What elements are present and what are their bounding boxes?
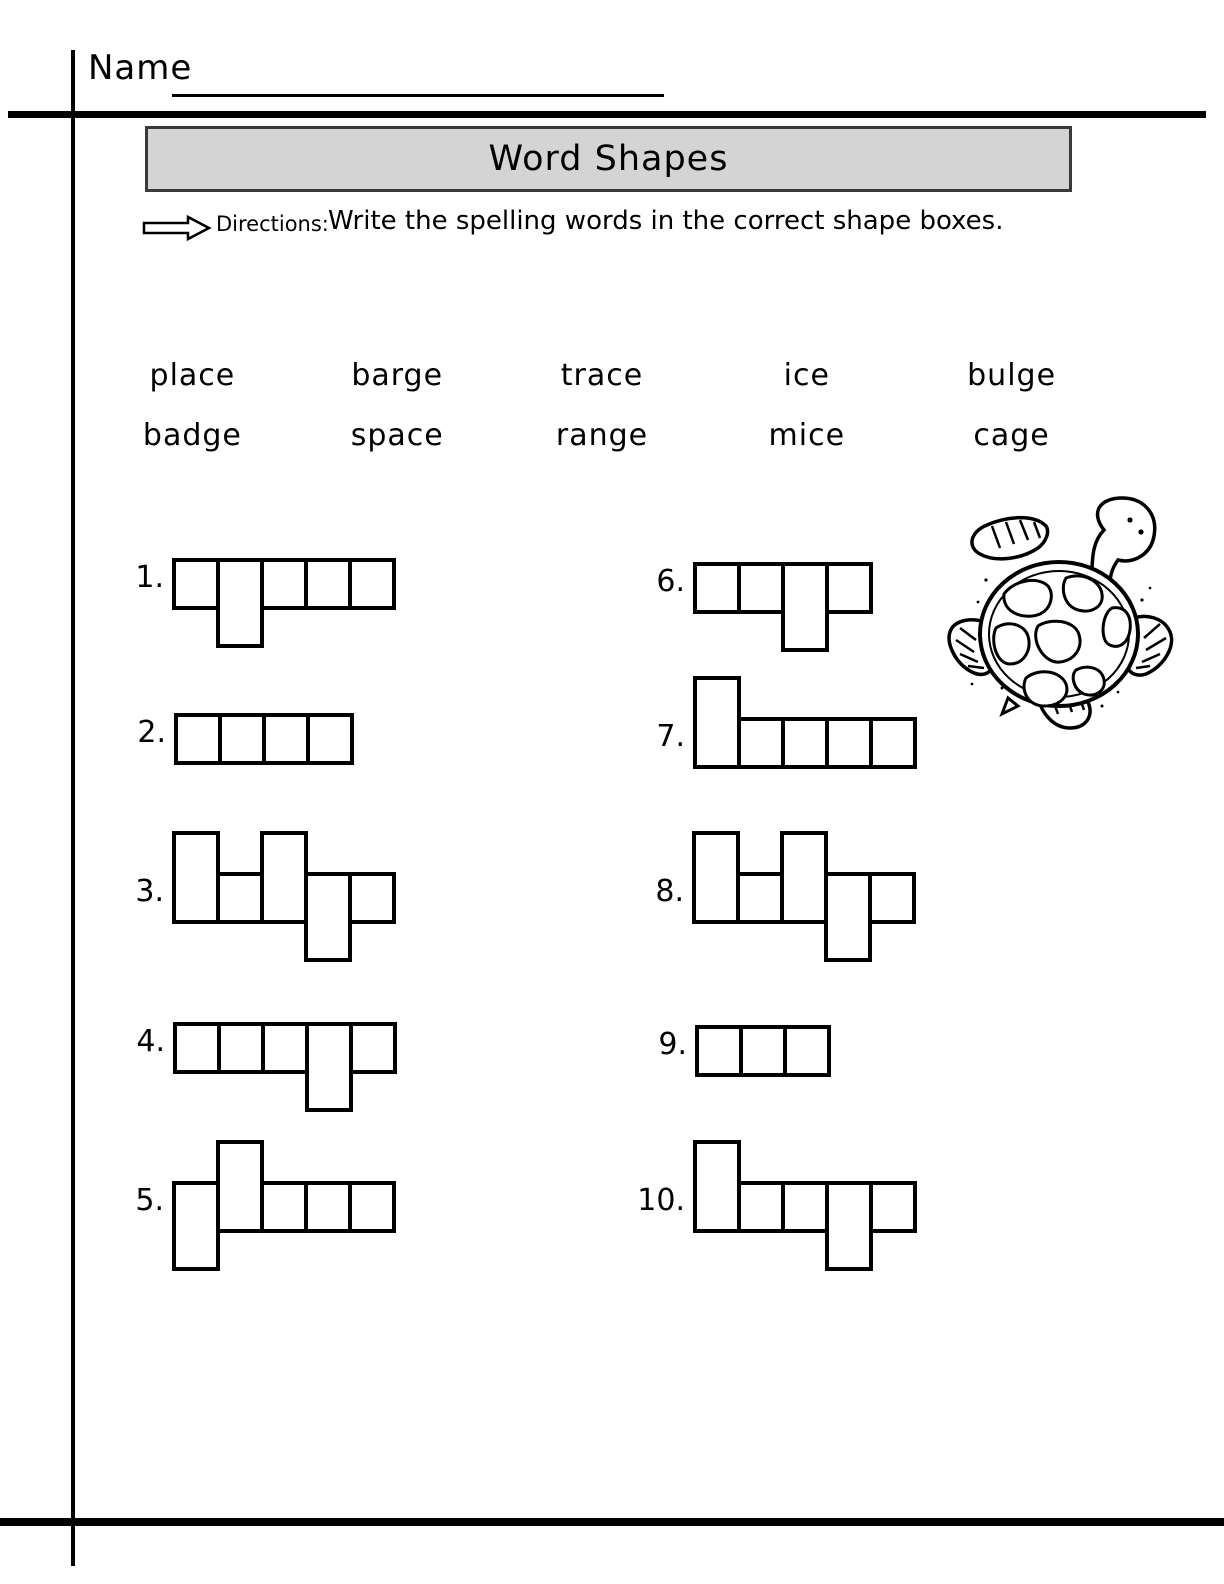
letter-box-x[interactable] (217, 1022, 265, 1074)
letter-box-x[interactable] (693, 562, 741, 614)
letter-box-x[interactable] (348, 558, 396, 610)
word-bank-word: trace (560, 358, 644, 393)
letter-box-desc[interactable] (781, 562, 829, 652)
letter-box-x[interactable] (304, 1181, 352, 1233)
letter-box-asc[interactable] (692, 831, 740, 924)
word-shape-puzzle (136, 981, 397, 1115)
letter-box-x[interactable] (260, 1181, 308, 1233)
word-bank-word: space (350, 418, 444, 453)
word-bank-row-1 (90, 358, 1114, 418)
word-shape-puzzle (135, 1140, 396, 1274)
letter-box-x[interactable] (174, 713, 222, 765)
top-divider-rule (8, 111, 1206, 118)
puzzle-number: 1. (135, 560, 164, 595)
name-label: Name (88, 48, 193, 88)
letter-box-x[interactable] (737, 1181, 785, 1233)
letter-box-desc[interactable] (305, 1022, 353, 1112)
letter-box-x[interactable] (216, 872, 264, 924)
letter-box-x[interactable] (783, 1025, 831, 1077)
word-shape-puzzle (135, 517, 396, 651)
letter-box-asc[interactable] (780, 831, 828, 924)
letter-box-x[interactable] (869, 717, 917, 769)
letter-box-x[interactable] (348, 872, 396, 924)
letter-box-asc[interactable] (172, 831, 220, 924)
word-shape-puzzle (137, 672, 354, 806)
word-shape-puzzle (135, 831, 396, 965)
puzzle-number: 10. (637, 1183, 685, 1218)
letter-box-desc[interactable] (824, 872, 872, 962)
word-shape-puzzle (656, 676, 917, 810)
word-bank-row-2 (90, 418, 1114, 478)
letter-box-x[interactable] (737, 562, 785, 614)
directions-label: Directions: (216, 212, 329, 236)
word-shape-puzzle (658, 984, 831, 1118)
word-bank-word: barge (351, 358, 444, 393)
word-bank-word: ice (783, 358, 830, 393)
puzzle-number: 9. (658, 1027, 687, 1062)
word-bank (90, 358, 1114, 478)
letter-box-desc[interactable] (172, 1181, 220, 1271)
letter-box-asc[interactable] (216, 1140, 264, 1233)
letter-box-x[interactable] (695, 1025, 743, 1077)
word-shape-puzzle (655, 831, 916, 965)
letter-box-x[interactable] (348, 1181, 396, 1233)
letter-box-x[interactable] (737, 717, 785, 769)
letter-box-desc[interactable] (216, 558, 264, 648)
letter-box-x[interactable] (825, 717, 873, 769)
word-bank-word: bulge (967, 358, 1057, 393)
bottom-divider-rule (0, 1518, 1224, 1526)
left-margin-rule (71, 50, 75, 1566)
letter-box-x[interactable] (739, 1025, 787, 1077)
word-bank-word: range (555, 418, 649, 453)
puzzle-number: 3. (135, 874, 164, 909)
letter-box-x[interactable] (781, 1181, 829, 1233)
letter-box-x[interactable] (260, 558, 308, 610)
puzzle-number: 8. (655, 874, 684, 909)
letter-box-x[interactable] (261, 1022, 309, 1074)
directions-row (142, 204, 1092, 244)
directions-text: Write the spelling words in the correct shape boxes. (328, 206, 1004, 236)
puzzle-number: 4. (136, 1024, 165, 1059)
right-arrow-icon (142, 214, 212, 246)
letter-box-x[interactable] (304, 558, 352, 610)
word-shape-puzzle (637, 1140, 917, 1274)
letter-box-x[interactable] (868, 872, 916, 924)
letter-box-x[interactable] (218, 713, 266, 765)
letter-box-x[interactable] (349, 1022, 397, 1074)
letter-box-asc[interactable] (693, 676, 741, 769)
word-bank-word: cage (973, 418, 1050, 453)
turtle-illustration (942, 492, 1177, 732)
letter-box-asc[interactable] (693, 1140, 741, 1233)
word-bank-word: mice (768, 418, 846, 453)
name-fill-in-line[interactable] (172, 52, 664, 97)
letter-box-x[interactable] (173, 1022, 221, 1074)
letter-box-x[interactable] (262, 713, 310, 765)
letter-box-x[interactable] (781, 717, 829, 769)
letter-box-desc[interactable] (825, 1181, 873, 1271)
worksheet-title: Word Shapes (145, 126, 1072, 192)
letter-box-x[interactable] (172, 558, 220, 610)
puzzle-number: 2. (137, 715, 166, 750)
word-shape-puzzle (656, 521, 873, 655)
letter-box-x[interactable] (736, 872, 784, 924)
letter-box-asc[interactable] (260, 831, 308, 924)
letter-box-desc[interactable] (304, 872, 352, 962)
word-bank-word: place (149, 358, 236, 393)
letter-box-x[interactable] (825, 562, 873, 614)
puzzle-number: 5. (135, 1183, 164, 1218)
letter-box-x[interactable] (306, 713, 354, 765)
letter-box-x[interactable] (869, 1181, 917, 1233)
puzzle-number: 7. (656, 719, 685, 754)
puzzle-number: 6. (656, 564, 685, 599)
word-bank-word: badge (142, 418, 242, 453)
